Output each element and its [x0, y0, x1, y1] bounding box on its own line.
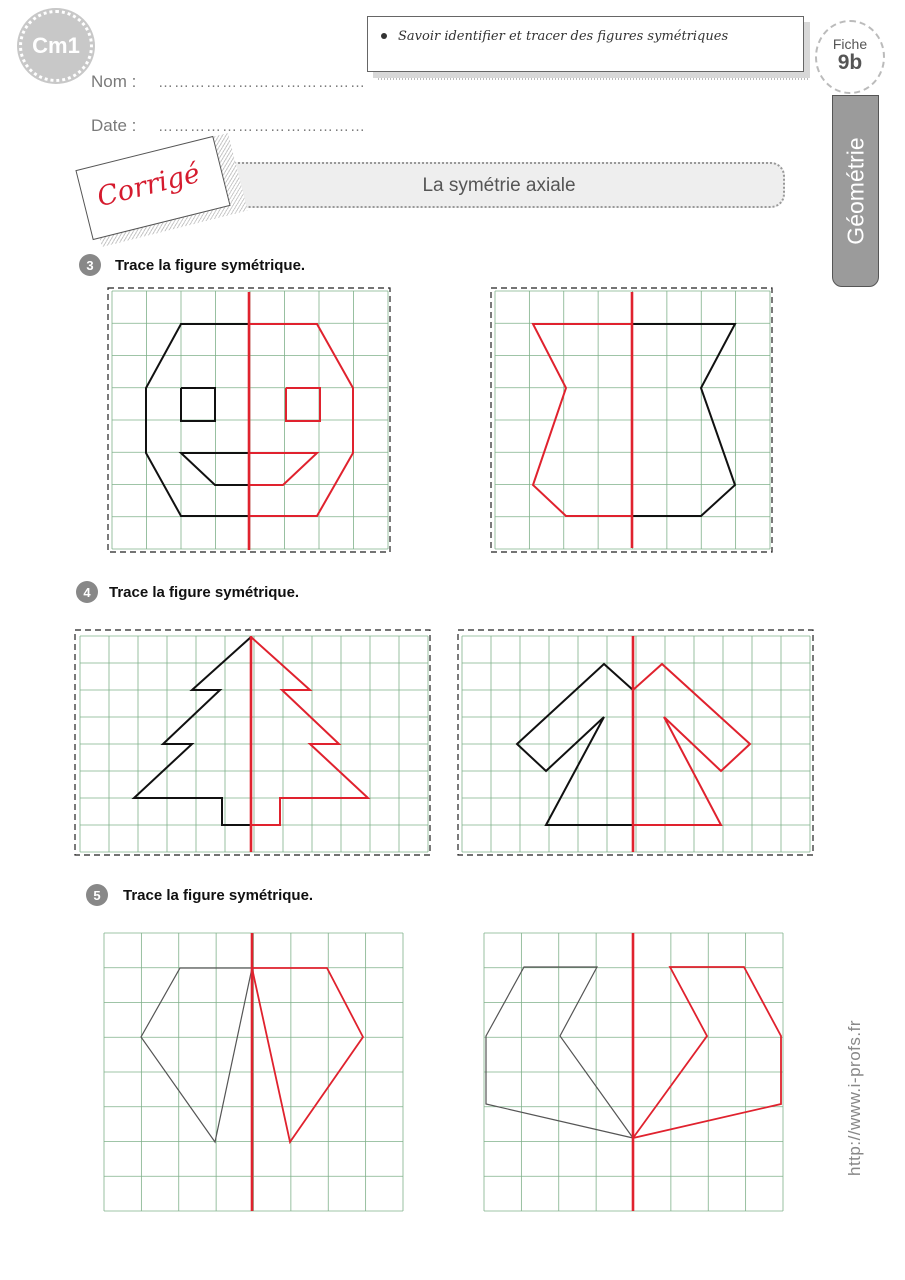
site-url-text: http://www.i-profs.fr [845, 1020, 864, 1176]
exercise-4-badge: 4 [76, 581, 98, 603]
exercise-5-instruction: Trace la figure symétrique. [123, 887, 314, 904]
ex3-left-original-eye [181, 388, 215, 421]
ex3-left-symmetric-mouth [249, 453, 317, 485]
ex5-right-symmetric-figure [633, 967, 781, 1138]
exercise-3-instruction: Trace la figure symétrique. [115, 257, 306, 274]
ex5-right-original-figure [486, 967, 633, 1138]
exercise-5-badge: 5 [86, 884, 108, 906]
ex4-left-original-tree [134, 637, 251, 825]
fiche-label: Fiche [832, 36, 868, 52]
date-label: Date : [91, 116, 137, 135]
ex4-left-symmetric-tree [251, 637, 368, 825]
ex4-right-symmetric-shirt [633, 664, 750, 825]
ex3-left-symmetric-eye [286, 388, 320, 421]
ex3-left-original-mouth [181, 453, 249, 485]
date-field[interactable]: ………………………………… [158, 118, 366, 135]
corrige-label: Corrigé [94, 157, 204, 214]
page-title: La symétrie axiale [422, 175, 576, 196]
ex4-right-frame [458, 630, 813, 855]
ex5-left-original-figure [141, 968, 252, 1142]
exercise-4-instruction: Trace la figure symétrique. [109, 584, 300, 601]
objective-text: Savoir identifier et tracer des figures symétriques [398, 29, 729, 44]
fiche-number: 9b [837, 51, 863, 74]
level-badge: Cm1 [19, 10, 93, 82]
ex4-left-frame [75, 630, 430, 855]
name-field[interactable]: ………………………………… [158, 74, 366, 91]
exercise-3-badge: 3 [79, 254, 101, 276]
name-label: Nom : [91, 72, 137, 91]
subject-label: Géométrie [842, 137, 868, 245]
ex5-left-symmetric-figure [252, 968, 363, 1142]
ex4-right-original-shirt [517, 664, 633, 825]
